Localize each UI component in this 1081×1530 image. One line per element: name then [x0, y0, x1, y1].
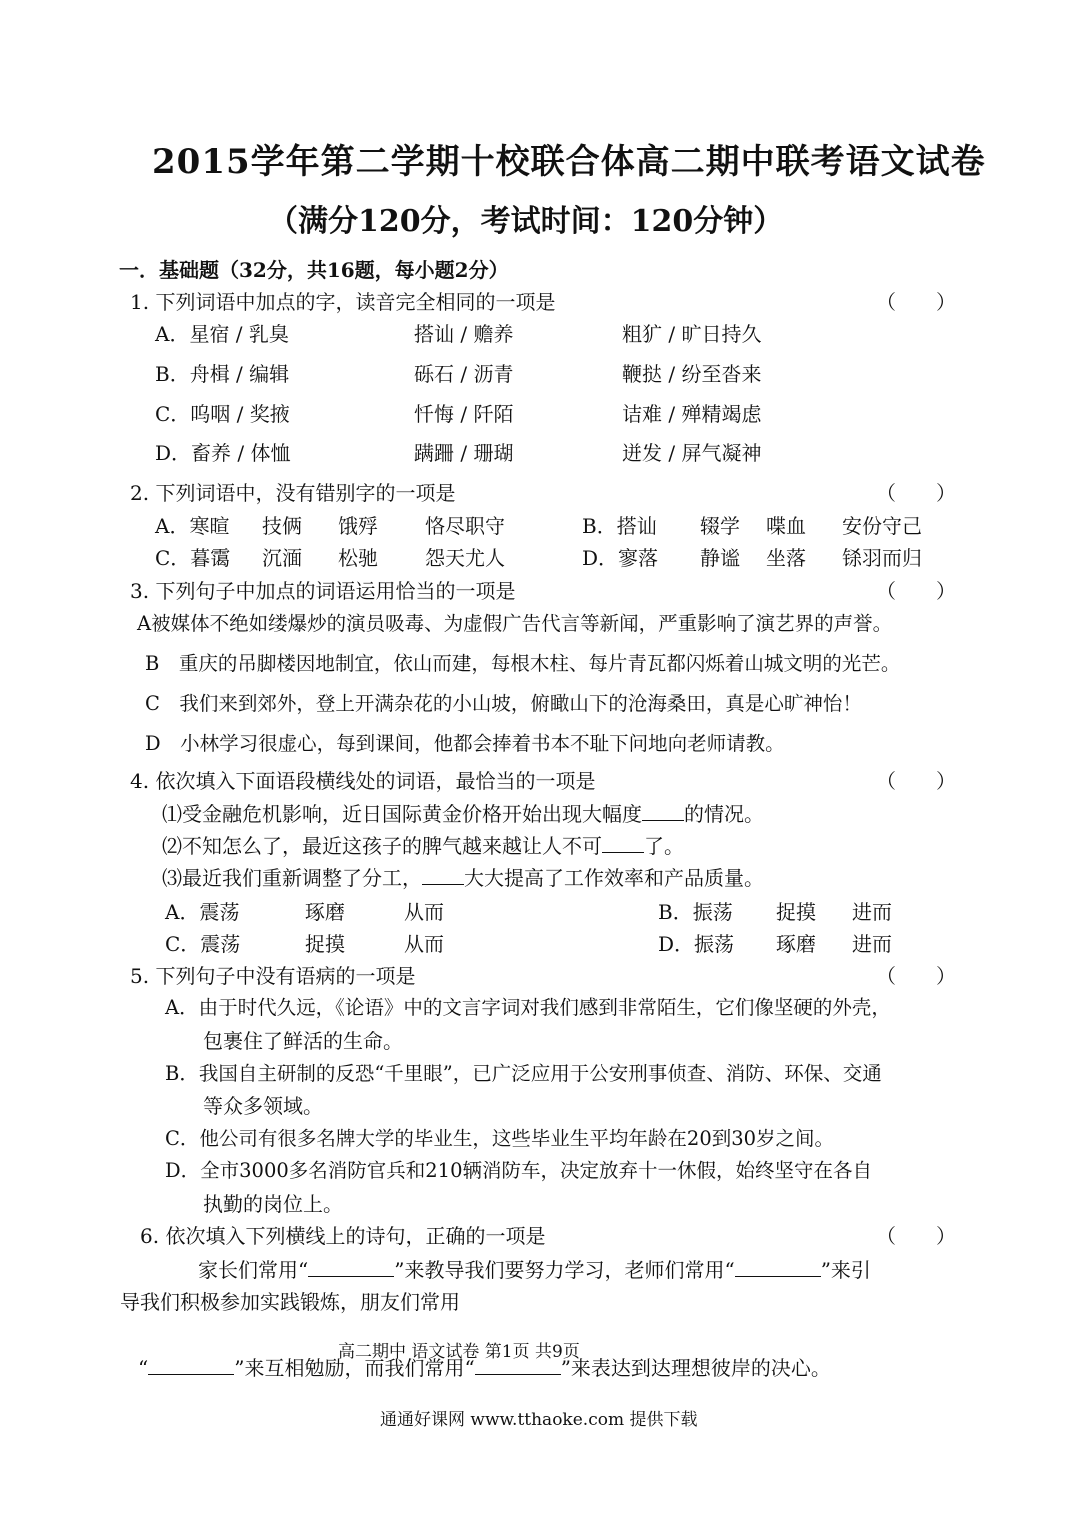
q4-d-word-1: D．振荡 [658, 932, 735, 956]
q5-option-c-line-1: C．他公司有很多名牌大学的毕业生，这些毕业生平均年龄在20到30岁之间。 [165, 1127, 835, 1150]
q6-blank-4 [475, 1356, 561, 1375]
site-footer: 通通好课网 www.tthaoke.com 提供下载 [380, 1410, 698, 1430]
q1-option-b-1: B．舟楫 / 编辑 [155, 362, 290, 386]
q3-option-d: D 小林学习很虚心，每到课间，他都会捧着书本不耻下问地向老师请教。 [145, 732, 785, 755]
q1-option-d-1: D．畜养 / 体恤 [155, 441, 291, 465]
page-footer: 高二期中 语文试卷 第1页 共9页 [338, 1342, 580, 1362]
q6-blank-2 [735, 1258, 821, 1277]
q2-d-word-2: 静谧 [700, 546, 740, 570]
q5-option-b-line-1: B．我国自主研制的反恐“千里眼”，已广泛应用于公安刑事侦查、消防、环保、交通 [165, 1062, 882, 1085]
answer-bracket-5: （ ） [876, 964, 956, 988]
q4-sentence-3 [162, 862, 764, 891]
q4-sentence-1 [162, 798, 764, 827]
q6-line-3-part-1: “ [138, 1356, 149, 1380]
answer-bracket-2: （ ） [876, 481, 956, 505]
q4-blank-3 [422, 866, 464, 885]
q4-sentence-3-end: 大大提高了工作效率和产品质量。 [464, 866, 764, 890]
answer-bracket-6: （ ） [876, 1224, 956, 1248]
answer-bracket-4: （ ） [876, 769, 956, 793]
q3-option-b: B 重庆的吊脚楼因地制宜，依山而建，每根木柱、每片青瓦都闪烁着山城文明的光芒。 [145, 652, 901, 675]
q6-line-3-part-3: ”来表达到达理想彼岸的决心。 [560, 1356, 831, 1380]
q2-a-word-2: 技俩 [262, 514, 302, 538]
q2-c-word-1: C．暮霭 [155, 546, 231, 570]
q1-option-c-3: 诘难 / 殚精竭虑 [622, 402, 762, 426]
q4-blank-1 [642, 802, 684, 821]
q2-b-word-1: B．搭讪 [582, 514, 657, 538]
question-5-stem: 5. 下列句子中没有语病的一项是 [130, 964, 416, 988]
q4-sentence-2-start: ⑵不知怎么了，最近这孩子的脾气越来越让人不可 [162, 834, 602, 858]
q6-blank-3 [148, 1356, 234, 1375]
q4-blank-2 [602, 834, 644, 853]
q1-option-b-2: 砾石 / 沥青 [414, 362, 514, 386]
question-3-stem: 3. 下列句子中加点的词语运用恰当的一项是 [130, 579, 516, 603]
q6-line-3-part-2: ”来互相勉励，而我们常用“ [234, 1356, 475, 1380]
q5-option-a-line-1: A．由于时代久远，《论语》中的文言字词对我们感到非常陌生，它们像坚硬的外壳， [165, 996, 891, 1019]
q2-b-word-3: 喋血 [766, 514, 806, 538]
q2-d-word-1: D．寥落 [582, 546, 659, 570]
q2-b-word-4: 安份守己 [842, 514, 922, 538]
q4-c-word-2: 捉摸 [305, 932, 345, 956]
q1-option-c-1: C．呜咽 / 奖掖 [155, 402, 290, 426]
q5-option-d-line-1: D．全市3000多名消防官兵和210辆消防车，决定放弃十一休假，始终坚守在各自 [165, 1159, 872, 1182]
q6-blank-1 [308, 1258, 394, 1277]
q3-option-c: C 我们来到郊外，登上开满杂花的小山坡，俯瞰山下的沧海桑田，真是心旷神怡！ [145, 692, 862, 715]
q6-line-1-part-2: ”来教导我们要努力学习，老师们常用“ [394, 1258, 735, 1282]
q5-option-b-line-2: 等众多领域。 [203, 1094, 323, 1118]
question-4-stem: 4. 依次填入下面语段横线处的词语，最恰当的一项是 [130, 769, 596, 793]
q4-sentence-1-start: ⑴受金融危机影响，近日国际黄金价格开始出现大幅度 [162, 802, 642, 826]
exam-title: 2015学年第二学期十校联合体高二期中联考语文试卷 [152, 142, 986, 182]
q4-a-word-3: 从而 [404, 900, 444, 924]
question-6-stem: 6. 依次填入下列横线上的诗句，正确的一项是 [140, 1224, 546, 1248]
q4-c-word-3: 从而 [404, 932, 444, 956]
q2-c-word-4: 怨天尤人 [425, 546, 505, 570]
q6-paragraph-line-3 [138, 1352, 831, 1381]
q4-sentence-1-end: 的情况。 [684, 802, 764, 826]
question-1-stem: 1. 下列词语中加点的字，读音完全相同的一项是 [130, 290, 556, 314]
q6-paragraph-line-2: 导我们积极参加实践锻炼，朋友们常用 [120, 1290, 460, 1314]
q4-d-word-2: 琢磨 [776, 932, 816, 956]
q4-sentence-2-end: 了。 [644, 834, 684, 858]
q1-option-d-3: 迸发 / 屏气凝神 [622, 441, 762, 465]
q4-b-word-1: B．振荡 [658, 900, 733, 924]
q1-option-b-3: 鞭挞 / 纷至沓来 [622, 362, 762, 386]
q2-d-word-4: 铩羽而归 [842, 546, 922, 570]
q4-b-word-2: 捉摸 [776, 900, 816, 924]
q1-option-a-1: A．星宿 / 乳臭 [155, 322, 289, 346]
question-2-stem: 2. 下列词语中，没有错别字的一项是 [130, 481, 456, 505]
answer-bracket-3: （ ） [876, 579, 956, 603]
q1-option-d-2: 蹒跚 / 珊瑚 [414, 441, 514, 465]
section-header: 一．基础题（32分，共16题，每小题2分） [119, 258, 509, 282]
q6-line-1-part-1: 家长们常用“ [198, 1258, 309, 1282]
answer-bracket-1: （ ） [876, 290, 956, 314]
q4-c-word-1: C．震荡 [165, 932, 241, 956]
q4-d-word-3: 进而 [852, 932, 892, 956]
q3-option-a: A被媒体不绝如缕爆炒的演员吸毒、为虚假广告代言等新闻，严重影响了演艺界的声誉。 [137, 612, 893, 635]
q6-paragraph-line-1 [198, 1254, 871, 1283]
q4-b-word-3: 进而 [852, 900, 892, 924]
q6-line-1-part-3: ”来引 [820, 1258, 871, 1282]
q2-c-word-3: 松驰 [338, 546, 378, 570]
q2-a-word-1: A．寒暄 [155, 514, 230, 538]
q2-a-word-3: 饿殍 [338, 514, 378, 538]
q4-a-word-2: 琢磨 [305, 900, 345, 924]
q2-d-word-3: 坐落 [766, 546, 806, 570]
q4-sentence-2 [162, 830, 684, 859]
q5-option-d-line-2: 执勤的岗位上。 [203, 1192, 343, 1216]
q2-b-word-2: 辍学 [700, 514, 740, 538]
q5-option-a-line-2: 包裹住了鲜活的生命。 [203, 1029, 403, 1053]
q1-option-a-2: 搭讪 / 赡养 [414, 322, 514, 346]
q2-c-word-2: 沉湎 [262, 546, 302, 570]
q2-a-word-4: 恪尽职守 [425, 514, 505, 538]
q4-a-word-1: A．震荡 [165, 900, 240, 924]
q4-sentence-3-start: ⑶最近我们重新调整了分工， [162, 866, 422, 890]
q1-option-c-2: 忏悔 / 阡陌 [414, 402, 514, 426]
q1-option-a-3: 粗犷 / 旷日持久 [622, 322, 762, 346]
exam-subtitle: （满分120分，考试时间：120分钟） [268, 204, 784, 239]
